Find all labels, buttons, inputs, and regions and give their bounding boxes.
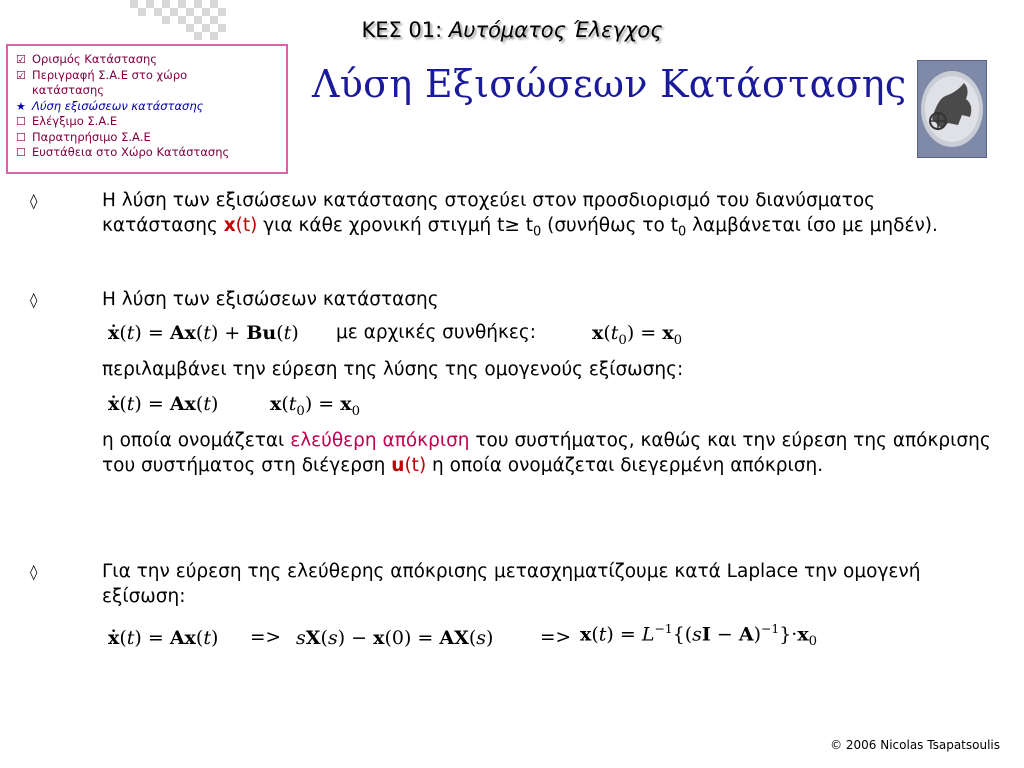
paragraph-solution-intro: Η λύση των εξισώσεων κατάστασης	[102, 289, 439, 310]
course-header	[0, 18, 1024, 42]
star-icon: ★	[16, 99, 26, 113]
nav-item-label: Ελέγξιμο Σ.Α.Ε	[32, 114, 118, 128]
nav-item-stability[interactable]	[16, 145, 282, 161]
paragraph-state-solution-goal: Η λύση των εξισώσεων κατάστασης στοχεύει στον προσδιορισμό του διανύσματος κατάστασης x(t) για κάθε χρονική στιγμή $t\ge t_0$ (συνήθως το $t_0$ λαμβάνεται ίσο με μηδέν).	[102, 190, 938, 240]
paragraph-free-forced-response: η οποία ονομάζεται ελεύθερη απόκριση του συστήματος, καθώς και την εύρεση της απόκρισης του συστήματος στη διέγερση u(t) η οποία ονομάζεται διεγερμένη απόκριση.	[102, 430, 991, 476]
free-response-highlight: ελεύθερη απόκριση	[290, 430, 470, 451]
nav-item-label: Ευστάθεια στο Χώρο Κατάστασης	[32, 145, 230, 159]
bullet-icon: ◊	[30, 563, 38, 581]
nav-item-observability[interactable]	[16, 130, 282, 146]
initial-condition-equation: $x(t_0) = x_0$	[592, 322, 683, 348]
free-response-solution: $x(t) = L^{-1}\{(sI - A)^{-1}\}\cdot x_0$	[580, 622, 818, 650]
slide-navigation-box	[6, 44, 288, 174]
course-code: ΚΕΣ 01:	[361, 18, 443, 42]
course-title: Αυτόματος Έλεγχος	[448, 18, 663, 42]
implies-arrow: =>	[540, 627, 572, 648]
implies-arrow: =>	[250, 627, 282, 648]
nav-item-controllability[interactable]	[16, 114, 282, 130]
state-vector-symbol: x	[223, 215, 236, 236]
bullet-icon: ◊	[30, 192, 38, 210]
checked-box-icon: ☑	[16, 68, 26, 82]
state-equation: ẋ(t) = Ax(t) + Bu(t)	[108, 322, 299, 344]
initial-conditions-text: με αρχικές συνθήκες:	[336, 322, 536, 343]
bullet-icon: ◊	[30, 291, 38, 309]
nav-item-label: Παρατηρήσιμο Σ.Α.Ε	[32, 129, 151, 144]
checked-box-icon: ☑	[16, 53, 26, 66]
nav-item-state-space-description[interactable]	[16, 68, 282, 99]
nav-item-state-definition[interactable]	[16, 52, 282, 68]
nav-item-label: Λύση εξισώσεων κατάστασης	[32, 98, 204, 113]
ancient-coin-logo	[917, 60, 987, 158]
homogeneous-initial-condition: $x(t_0) = x_0$	[270, 393, 361, 419]
empty-box-icon: ☐	[16, 146, 26, 159]
empty-box-icon: ☐	[16, 130, 26, 144]
empty-box-icon: ☐	[16, 115, 26, 128]
paragraph-homogeneous: περιλαμβάνει την εύρεση της λύσης της ομογενούς εξίσωσης:	[102, 359, 684, 380]
slide-title: Λύση Εξισώσεων Κατάστασης	[312, 62, 907, 106]
nav-item-label: Ορισμός Κατάστασης	[32, 52, 158, 66]
nav-item-state-equations-solution[interactable]	[16, 99, 282, 115]
nav-item-label: Περιγραφή Σ.Α.Ε στο χώρο κατάστασης	[32, 67, 188, 97]
paragraph-laplace: Για την εύρεση της ελεύθερης απόκρισης μετασχηματίζουμε κατά Laplace την ομογενή εξίσωση:	[102, 561, 921, 607]
input-vector-symbol: u	[391, 455, 405, 476]
homogeneous-equation-laplace-start: ẋ(t) = Ax(t)	[108, 627, 219, 649]
homogeneous-equation: ẋ(t) = Ax(t)	[108, 393, 219, 415]
copyright-footer: © 2006 Nicolas Tsapatsoulis	[830, 738, 1000, 752]
laplace-transformed-equation: sX(s) − x(0) = AX(s)	[296, 627, 494, 649]
